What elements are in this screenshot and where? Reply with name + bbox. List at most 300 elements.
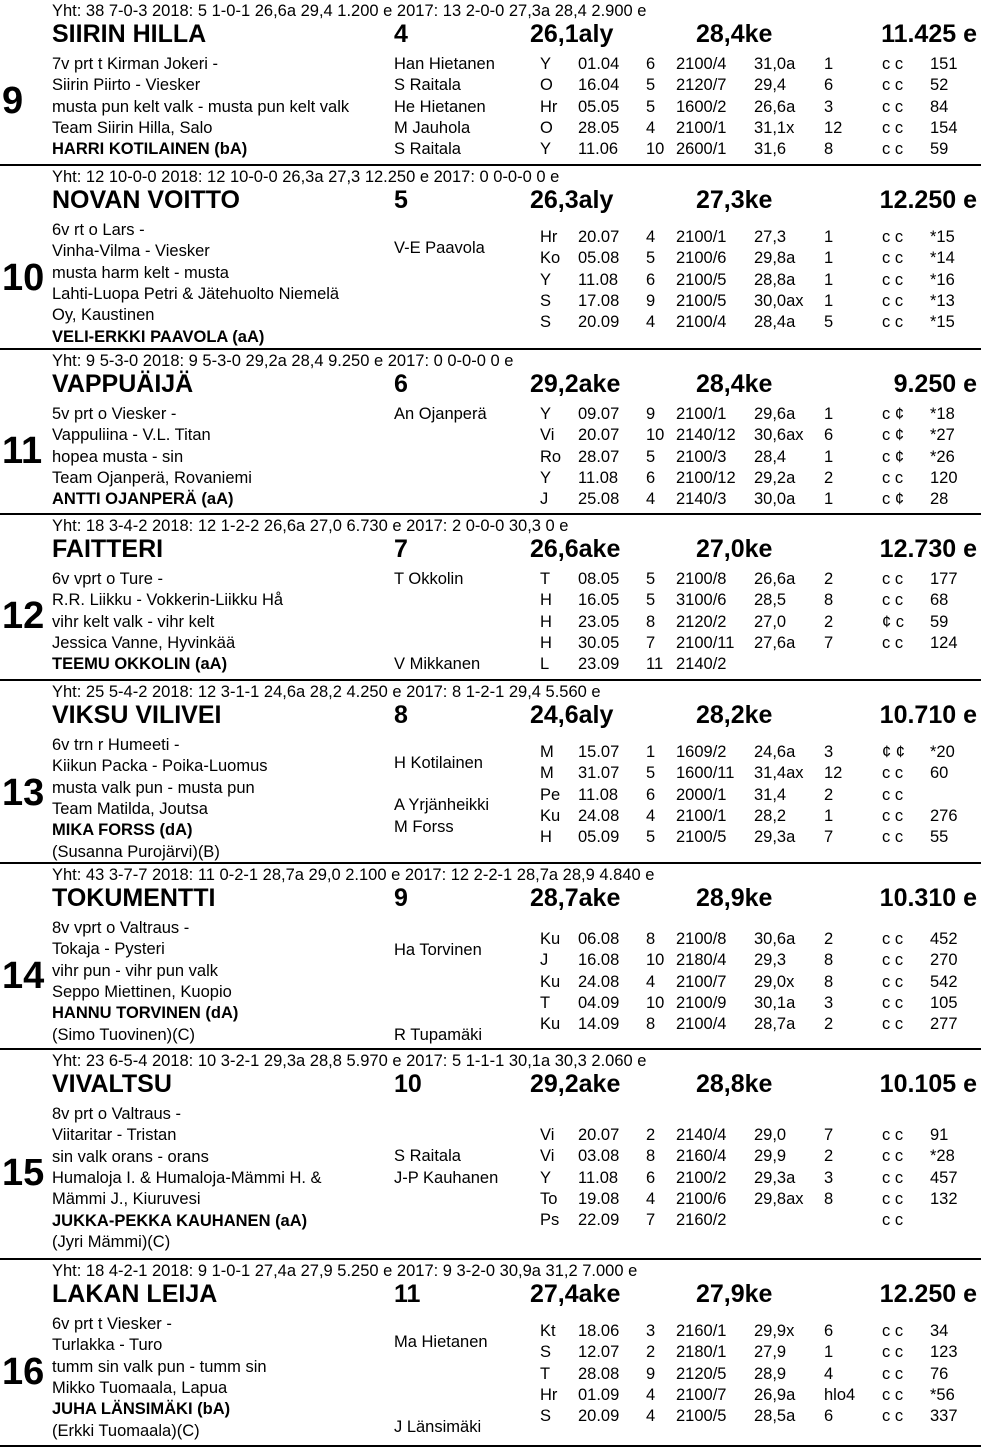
start-time: 28,9 xyxy=(754,1364,787,1383)
start-odds: 277 xyxy=(930,1015,958,1034)
start-dist: 2100/2 xyxy=(676,1168,727,1187)
total-earnings: 9.250 e xyxy=(893,370,977,398)
start-pos: 8 xyxy=(646,1015,656,1034)
driver-name: An Ojanperä xyxy=(394,405,487,423)
driver-name: T Okkolin xyxy=(394,570,464,588)
start-dist: 2100/8 xyxy=(676,570,727,588)
start-dist: 2100/9 xyxy=(676,993,727,1012)
start-track: Ro xyxy=(540,447,562,466)
driver-name: A Yrjänheikki xyxy=(394,796,490,815)
start-dist: 2140/3 xyxy=(676,490,727,509)
start-odds: 68 xyxy=(930,591,949,610)
start-time: 27,0 xyxy=(754,612,787,631)
start-date: 06.08 xyxy=(578,930,620,948)
start-shoe: c c xyxy=(882,228,904,246)
start-track: L xyxy=(540,655,550,674)
career-stats-line: Yht: 25 5-4-2 2018: 12 3-1-1 24,6a 28,2 4.250 e 2017: 8 1-2-1 29,4 5.560 e xyxy=(52,683,601,701)
start-place: 3 xyxy=(824,743,834,761)
start-shoe: c c xyxy=(882,828,904,847)
start-place: 3 xyxy=(824,1168,834,1187)
record-voltstart: 27,3ke xyxy=(696,186,773,214)
horse-info-line: ANTTI OJANPERÄ (aA) xyxy=(52,490,234,509)
start-track: S xyxy=(540,291,552,310)
start-pos: 3 xyxy=(646,1322,656,1340)
record-voltstart: 27,9ke xyxy=(696,1280,773,1308)
horse-entry xyxy=(0,515,981,681)
start-pos: 4 xyxy=(646,972,656,991)
start-pos: 5 xyxy=(646,828,656,847)
start-dist: 2160/2 xyxy=(676,1211,727,1230)
total-earnings: 11.425 e xyxy=(881,20,977,48)
horse-info-line: Seppo Miettinen, Kuopio xyxy=(52,982,232,1001)
horse-name: LAKAN LEIJA xyxy=(52,1280,218,1308)
start-time: 28,5a xyxy=(754,1407,796,1426)
record-autostart: 28,7ake xyxy=(530,884,621,912)
horse-info-line: 8v vprt o Valtraus - xyxy=(52,919,190,937)
driver-name: M Forss xyxy=(394,817,454,836)
start-date: 08.05 xyxy=(578,570,620,588)
horse-info-line: Team Ojanperä, Rovaniemi xyxy=(52,468,252,487)
start-track: Pe xyxy=(540,785,561,804)
start-pos: 5 xyxy=(646,570,656,588)
start-odds: *26 xyxy=(930,447,955,466)
start-pos: 5 xyxy=(646,764,656,783)
start-time: 30,0ax xyxy=(754,291,804,310)
start-shoe: c c xyxy=(882,806,904,825)
start-date: 04.09 xyxy=(578,993,620,1012)
start-date: 09.07 xyxy=(578,405,620,423)
record-autostart: 29,2ake xyxy=(530,370,621,398)
horse-name: VAPPUÄIJÄ xyxy=(52,370,194,398)
start-pos: 4 xyxy=(646,228,656,246)
start-odds: *13 xyxy=(930,291,955,310)
start-time: 31,4 xyxy=(754,785,787,804)
record-voltstart: 28,9ke xyxy=(696,884,773,912)
start-track: Vi xyxy=(540,1147,555,1166)
start-date: 24.08 xyxy=(578,806,620,825)
start-track: Hr xyxy=(540,1385,558,1404)
career-stats-line: Yht: 9 5-3-0 2018: 9 5-3-0 29,2a 28,4 9.250 e 2017: 0 0-0-0 0 e xyxy=(52,352,514,370)
start-place: 2 xyxy=(824,1147,834,1166)
start-track: T xyxy=(540,1364,551,1383)
start-odds: 337 xyxy=(930,1407,958,1426)
start-pos: 5 xyxy=(646,249,656,268)
start-date: 11.08 xyxy=(578,1168,619,1187)
start-track: M xyxy=(540,743,554,761)
start-date: 25.08 xyxy=(578,490,620,509)
start-odds: *15 xyxy=(930,313,955,332)
start-time: 29,9x xyxy=(754,1322,795,1340)
horse-info-line: Viitaritar - Tristan xyxy=(52,1126,177,1145)
start-dist: 2600/1 xyxy=(676,140,727,159)
start-time: 29,6a xyxy=(754,405,796,423)
start-dist: 2000/1 xyxy=(676,785,727,804)
start-odds: 177 xyxy=(930,570,958,588)
horse-info-line: Kiikun Packa - Poika-Luomus xyxy=(52,757,268,776)
horse-info-line: 6v trn r Humeeti - xyxy=(52,736,180,754)
start-shoe: c c xyxy=(882,1211,904,1230)
start-dist: 1600/11 xyxy=(676,764,735,783)
start-odds: 76 xyxy=(930,1364,949,1383)
start-shoe: c c xyxy=(882,930,904,948)
driver-name: M Jauhola xyxy=(394,118,471,137)
horse-info-line: Siirin Piirto - Viesker xyxy=(52,76,201,95)
start-track: S xyxy=(540,1407,552,1426)
start-track: T xyxy=(540,993,551,1012)
start-track: Y xyxy=(540,405,552,423)
start-shoe: c c xyxy=(882,1168,904,1187)
start-pos: 5 xyxy=(646,591,656,610)
start-pos: 4 xyxy=(646,1407,656,1426)
start-dist: 2100/6 xyxy=(676,249,727,268)
program-number: 11 xyxy=(2,430,43,473)
driver-name: Han Hietanen xyxy=(394,55,495,73)
start-track: Ku xyxy=(540,1015,561,1034)
record-autostart: 24,6aly xyxy=(530,701,614,729)
post-position: 9 xyxy=(394,884,408,912)
career-stats-line: Yht: 18 3-4-2 2018: 12 1-2-2 26,6a 27,0 6.730 e 2017: 2 0-0-0 30,3 0 e xyxy=(52,517,569,535)
start-pos: 8 xyxy=(646,1147,656,1166)
post-position: 8 xyxy=(394,701,408,729)
start-dist: 2120/7 xyxy=(676,76,727,95)
driver-name: Ma Hietanen xyxy=(394,1332,488,1351)
horse-info-line: TEEMU OKKOLIN (aA) xyxy=(52,655,228,674)
start-pos: 2 xyxy=(646,1126,656,1144)
horse-info-line: (Erkki Tuomaala)(C) xyxy=(52,1421,200,1440)
start-dist: 2100/1 xyxy=(676,405,727,423)
start-time: 28,4 xyxy=(754,447,787,466)
start-dist: 2100/4 xyxy=(676,1015,727,1034)
start-track: Ko xyxy=(540,249,561,268)
start-shoe: c c xyxy=(882,1364,904,1383)
start-place: 6 xyxy=(824,76,834,95)
career-stats-line: Yht: 18 4-2-1 2018: 9 1-0-1 27,4a 27,9 5.250 e 2017: 9 3-2-0 30,9a 31,2 7.000 e xyxy=(52,1262,638,1280)
horse-info-line: HANNU TORVINEN (dA) xyxy=(52,1004,239,1023)
start-track: Vi xyxy=(540,426,555,445)
start-place: 1 xyxy=(824,1343,834,1362)
start-date: 05.09 xyxy=(578,828,620,847)
horse-info-line: (Susanna Purojärvi)(B) xyxy=(52,842,220,861)
start-time: 26,6a xyxy=(754,97,796,116)
start-shoe: c c xyxy=(882,76,904,95)
start-track: J xyxy=(540,490,549,509)
start-track: O xyxy=(540,76,553,95)
start-place: 2 xyxy=(824,612,834,631)
horse-entry xyxy=(0,864,981,1050)
start-shoe: c c xyxy=(882,633,904,652)
start-pos: 7 xyxy=(646,633,656,652)
start-dist: 2100/12 xyxy=(676,468,736,487)
start-odds: *18 xyxy=(930,405,955,423)
start-dist: 2100/5 xyxy=(676,291,727,310)
start-dist: 2160/4 xyxy=(676,1147,727,1166)
start-shoe: c c xyxy=(882,951,904,970)
start-dist: 2100/5 xyxy=(676,828,727,847)
horse-info-line: tumm sin valk pun - tumm sin xyxy=(52,1357,267,1376)
start-place: 6 xyxy=(824,426,834,445)
start-odds: 84 xyxy=(930,97,949,116)
start-pos: 10 xyxy=(646,951,665,970)
record-autostart: 27,4ake xyxy=(530,1280,621,1308)
driver-name: S Raitala xyxy=(394,76,461,95)
start-date: 16.04 xyxy=(578,76,620,95)
start-track: Kt xyxy=(540,1322,556,1340)
start-odds: 154 xyxy=(930,118,958,137)
start-track: Y xyxy=(540,270,552,289)
horse-info-line: 6v rt o Lars - xyxy=(52,221,145,239)
start-pos: 10 xyxy=(646,140,665,159)
driver-name: J Länsimäki xyxy=(394,1417,482,1436)
horse-name: TOKUMENTTI xyxy=(52,884,216,912)
start-track: Vi xyxy=(540,1126,555,1144)
start-odds: 52 xyxy=(930,76,949,95)
start-date: 15.07 xyxy=(578,743,620,761)
driver-name: S Raitala xyxy=(394,1147,461,1166)
horse-info-line: Turlakka - Turo xyxy=(52,1336,163,1355)
start-date: 19.08 xyxy=(578,1189,620,1208)
start-pos: 6 xyxy=(646,785,656,804)
start-place: 2 xyxy=(824,785,834,804)
start-pos: 5 xyxy=(646,447,656,466)
start-track: Y xyxy=(540,140,552,159)
total-earnings: 10.105 e xyxy=(879,1070,977,1098)
program-number: 9 xyxy=(2,80,24,123)
start-date: 14.09 xyxy=(578,1015,620,1034)
start-dist: 2140/4 xyxy=(676,1126,727,1144)
start-pos: 8 xyxy=(646,612,656,631)
start-odds: 34 xyxy=(930,1322,949,1340)
start-dist: 2100/4 xyxy=(676,313,727,332)
start-shoe: c c xyxy=(882,468,904,487)
start-time: 27,3 xyxy=(754,228,787,246)
start-place: 12 xyxy=(824,118,843,137)
start-shoe: c c xyxy=(882,313,904,332)
horse-entry xyxy=(0,350,981,515)
start-pos: 4 xyxy=(646,118,656,137)
start-odds: *56 xyxy=(930,1385,955,1404)
start-date: 28.05 xyxy=(578,118,620,137)
start-track: H xyxy=(540,633,552,652)
start-time: 26,9a xyxy=(754,1385,796,1404)
start-track: Y xyxy=(540,468,552,487)
record-voltstart: 28,4ke xyxy=(696,20,773,48)
start-shoe: c c xyxy=(882,55,904,73)
record-autostart: 26,1aly xyxy=(530,20,614,48)
start-time: 28,7a xyxy=(754,1015,796,1034)
start-odds: *28 xyxy=(930,1147,955,1166)
start-place: 8 xyxy=(824,951,834,970)
start-pos: 6 xyxy=(646,1168,656,1187)
horse-info-line: Team Matilda, Joutsa xyxy=(52,799,208,818)
start-odds: 105 xyxy=(930,993,958,1012)
start-odds: 457 xyxy=(930,1168,958,1187)
start-date: 12.07 xyxy=(578,1343,620,1362)
start-odds: *20 xyxy=(930,743,955,761)
start-pos: 6 xyxy=(646,55,656,73)
career-stats-line: Yht: 23 6-5-4 2018: 10 3-2-1 29,3a 28,8 5.970 e 2017: 5 1-1-1 30,1a 30,3 2.060 e xyxy=(52,1052,647,1070)
start-place: 3 xyxy=(824,97,834,116)
start-pos: 9 xyxy=(646,405,656,423)
horse-entry xyxy=(0,681,981,864)
start-date: 11.08 xyxy=(578,468,619,487)
start-pos: 7 xyxy=(646,1211,656,1230)
start-time: 31,0a xyxy=(754,55,796,73)
start-track: Ku xyxy=(540,972,561,991)
start-dist: 3100/6 xyxy=(676,591,727,610)
start-time: 29,0 xyxy=(754,1126,787,1144)
start-time: 30,1a xyxy=(754,993,796,1012)
post-position: 6 xyxy=(394,370,408,398)
record-voltstart: 27,0ke xyxy=(696,535,773,563)
start-pos: 4 xyxy=(646,1189,656,1208)
start-shoe: c c xyxy=(882,249,904,268)
start-place: 1 xyxy=(824,405,834,423)
start-track: O xyxy=(540,118,553,137)
start-odds: 151 xyxy=(930,55,958,73)
record-voltstart: 28,2ke xyxy=(696,701,773,729)
horse-entry xyxy=(0,0,981,166)
start-odds: 60 xyxy=(930,764,949,783)
start-place: 4 xyxy=(824,1364,834,1383)
horse-name: FAITTERI xyxy=(52,535,164,563)
start-time: 28,4a xyxy=(754,313,796,332)
start-shoe: c c xyxy=(882,97,904,116)
start-date: 16.08 xyxy=(578,951,620,970)
career-stats-line: Yht: 43 3-7-7 2018: 11 0-2-1 28,7a 29,0 2.100 e 2017: 12 2-2-1 28,7a 28,9 4.840 e xyxy=(52,866,655,884)
start-time: 31,1x xyxy=(754,118,795,137)
start-track: S xyxy=(540,1343,552,1362)
horse-info-line: VELI-ERKKI PAAVOLA (aA) xyxy=(52,327,265,346)
start-dist: 2160/1 xyxy=(676,1322,727,1340)
start-place: 6 xyxy=(824,1322,834,1340)
start-track: Ps xyxy=(540,1211,560,1230)
career-stats-line: Yht: 38 7-0-3 2018: 5 1-0-1 26,6a 29,4 1.200 e 2017: 13 2-0-0 27,3a 28,4 2.900 e xyxy=(52,2,647,20)
start-dist: 2100/4 xyxy=(676,55,727,73)
horse-name: VIVALTSU xyxy=(52,1070,172,1098)
horse-name: SIIRIN HILLA xyxy=(52,20,207,48)
program-number: 13 xyxy=(2,771,45,814)
start-date: 05.05 xyxy=(578,97,620,116)
start-pos: 5 xyxy=(646,97,656,116)
start-time: 29,3 xyxy=(754,951,787,970)
start-dist: 2180/4 xyxy=(676,951,727,970)
start-dist: 2100/11 xyxy=(676,633,735,652)
start-time: 29,9 xyxy=(754,1147,787,1166)
start-date: 20.09 xyxy=(578,313,620,332)
start-shoe: c c xyxy=(882,291,904,310)
horse-entry xyxy=(0,1260,981,1447)
start-place: 8 xyxy=(824,1189,834,1208)
start-shoe: c c xyxy=(882,1147,904,1166)
start-shoe: c ¢ xyxy=(882,405,905,423)
start-place: 1 xyxy=(824,490,834,509)
start-date: 20.07 xyxy=(578,426,620,445)
total-earnings: 10.310 e xyxy=(879,884,977,912)
start-track: H xyxy=(540,828,552,847)
start-dist: 2100/6 xyxy=(676,1189,727,1208)
start-shoe: ¢ c xyxy=(882,612,905,631)
start-dist: 2100/1 xyxy=(676,228,727,246)
start-dist: 1600/2 xyxy=(676,97,727,116)
record-autostart: 29,2ake xyxy=(530,1070,621,1098)
start-dist: 2120/5 xyxy=(676,1364,727,1383)
driver-name: He Hietanen xyxy=(394,97,486,116)
start-place: 8 xyxy=(824,591,834,610)
start-track: J xyxy=(540,951,549,970)
start-time: 29,2a xyxy=(754,468,796,487)
driver-name: V-E Paavola xyxy=(394,238,485,257)
record-autostart: 26,3aly xyxy=(530,186,614,214)
start-odds: *16 xyxy=(930,270,955,289)
start-date: 23.05 xyxy=(578,612,620,631)
horse-info-line: JUHA LÄNSIMÄKI (bA) xyxy=(52,1400,231,1419)
start-pos: 10 xyxy=(646,993,665,1012)
start-dist: 2100/1 xyxy=(676,806,727,825)
start-track: Hr xyxy=(540,97,558,116)
start-odds: 452 xyxy=(930,930,958,948)
start-odds: 132 xyxy=(930,1189,958,1208)
start-track: T xyxy=(540,570,551,588)
horse-info-line: (Simo Tuovinen)(C) xyxy=(52,1025,196,1044)
start-dist: 2100/1 xyxy=(676,118,727,137)
start-place: 3 xyxy=(824,993,834,1012)
start-date: 18.06 xyxy=(578,1322,620,1340)
horse-info-line: Jessica Vanne, Hyvinkää xyxy=(52,633,236,652)
total-earnings: 10.710 e xyxy=(879,701,977,729)
horse-entry xyxy=(0,166,981,350)
start-place: 1 xyxy=(824,447,834,466)
start-pos: 6 xyxy=(646,270,656,289)
start-dist: 2100/5 xyxy=(676,270,727,289)
start-dist: 2100/7 xyxy=(676,972,727,991)
horse-info-line: 5v prt o Viesker - xyxy=(52,405,177,423)
horse-info-line: 8v prt o Valtraus - xyxy=(52,1105,181,1123)
start-dist: 2140/12 xyxy=(676,426,736,445)
horse-name: NOVAN VOITTO xyxy=(52,186,240,214)
start-time: 30,0a xyxy=(754,490,796,509)
start-place: 1 xyxy=(824,270,834,289)
start-date: 05.08 xyxy=(578,249,620,268)
start-shoe: c c xyxy=(882,140,904,159)
start-odds: 59 xyxy=(930,612,949,631)
start-time: 28,5 xyxy=(754,591,787,610)
start-dist: 2100/5 xyxy=(676,1407,727,1426)
start-place: 7 xyxy=(824,1126,834,1144)
start-time: 28,2 xyxy=(754,806,787,825)
start-shoe: c ¢ xyxy=(882,447,905,466)
start-pos: 2 xyxy=(646,1343,656,1362)
start-time: 27,9 xyxy=(754,1343,787,1362)
start-pos: 4 xyxy=(646,1385,656,1404)
start-shoe: ¢ ¢ xyxy=(882,743,905,761)
start-odds: *15 xyxy=(930,228,955,246)
start-odds: 124 xyxy=(930,633,958,652)
start-time: 29,8a xyxy=(754,249,796,268)
post-position: 11 xyxy=(394,1280,421,1308)
start-pos: 11 xyxy=(646,655,664,674)
record-autostart: 26,6ake xyxy=(530,535,621,563)
start-dist: 2100/3 xyxy=(676,447,727,466)
start-pos: 10 xyxy=(646,426,665,445)
start-place: 7 xyxy=(824,633,834,652)
start-shoe: c c xyxy=(882,972,904,991)
driver-name: H Kotilainen xyxy=(394,753,483,772)
start-pos: 9 xyxy=(646,1364,656,1383)
start-date: 16.05 xyxy=(578,591,620,610)
start-date: 30.05 xyxy=(578,633,620,652)
horse-info-line: 7v prt t Kirman Jokeri - xyxy=(52,55,218,73)
start-shoe: c c xyxy=(882,1015,904,1034)
